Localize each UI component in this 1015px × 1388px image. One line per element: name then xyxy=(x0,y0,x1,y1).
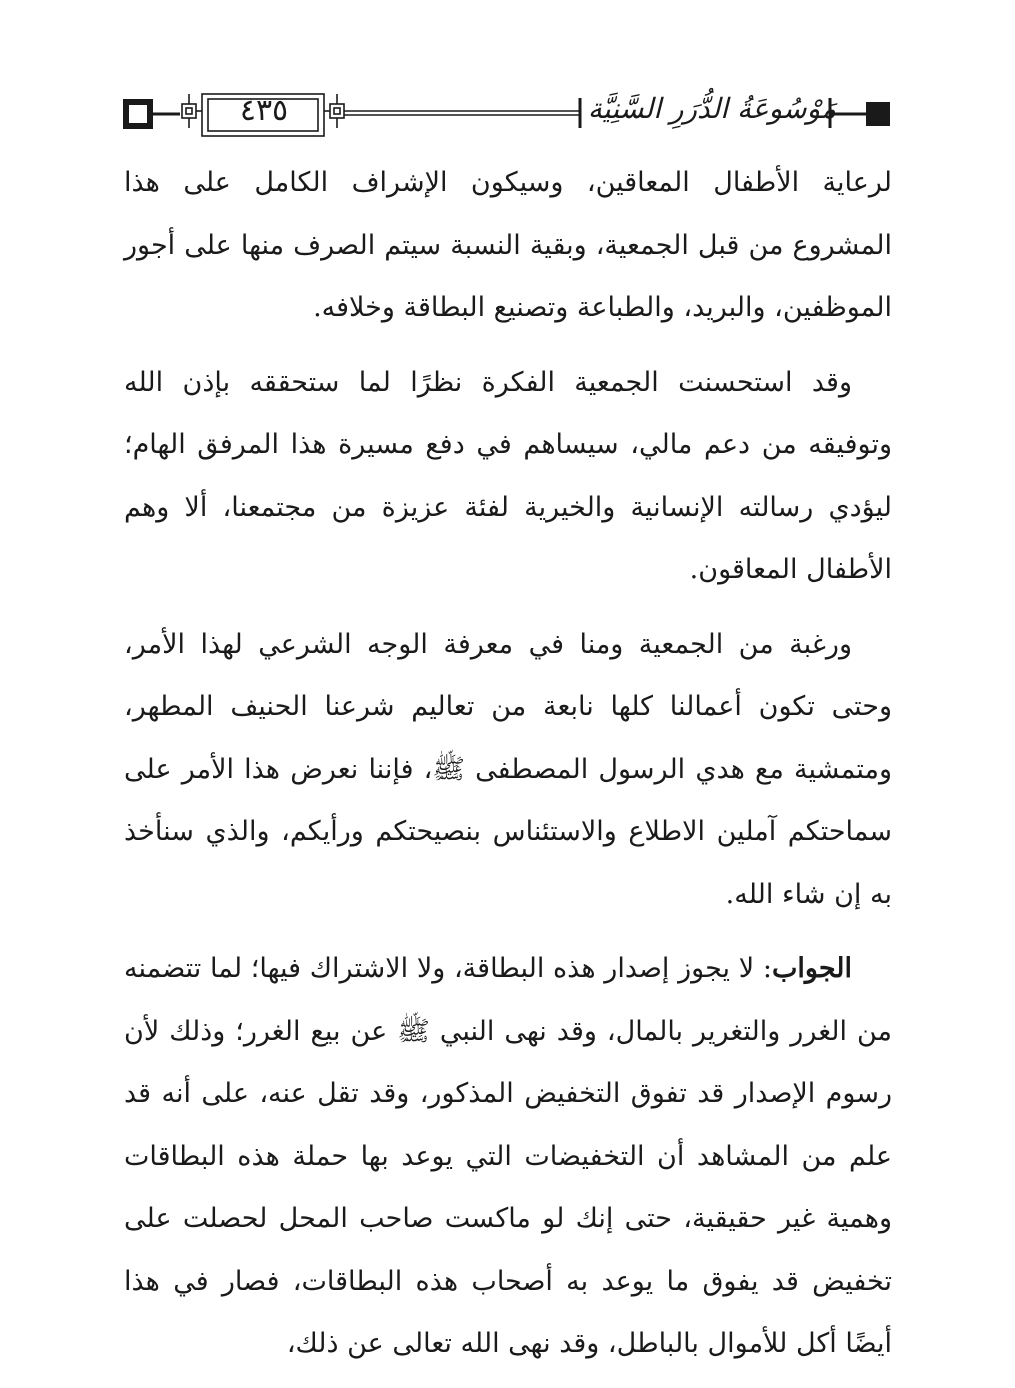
page-number: ٤٣٥ xyxy=(239,92,289,128)
answer-paragraph xyxy=(124,938,892,1376)
book-title: مَوْسُوعَةُ الدُّرَرِ السَّنِيَّة xyxy=(587,91,837,125)
left-square-ornament xyxy=(126,102,150,126)
paragraph: وقد استحسنت الجمعية الفكرة نظرًا لما ستحققه بإذن الله وتوفيقه من دعم مالي، سيساهم في دفع مسيرة هذا المرفق الهام؛ ليؤدي رسالته الإنسانية والخيرية لفئة عزيزة من مجتمعنا، ألا وهم الأطفال المعاقون. xyxy=(124,366,892,585)
page-body xyxy=(124,152,892,1388)
paragraph: ورغبة من الجمعية ومنا في معرفة الوجه الشرعي لهذا الأمر، وحتى تكون أعمالنا كلها نابعة من تعاليم شرعنا الحنيف المطهر، ومتمشية مع هدي الرسول المصطفى ﷺ، فإننا نعرض هذا الأمر على سماحتكم آملين الاطلاع والاستئناس بنصيحتكم ورأيكم، والذي سنأخذ به إن شاء الله. xyxy=(124,628,892,910)
answer-label: الجواب xyxy=(771,953,852,984)
page-header xyxy=(120,84,895,144)
right-square-ornament xyxy=(866,102,890,126)
answer-text: : لا يجوز إصدار هذه البطاقة، ولا الاشتراك فيها؛ لما تتضمنه من الغرر والتغرير بالمال، وقد نهى النبي ﷺ عن بيع الغرر؛ وذلك لأن رسوم الإصدار قد تفوق التخفيض المذكور، وقد تقل عنه، على أنه قد علم من المشاهد أن التخفيضات التي يوعد بها حملة هذه البطاقات وهمية غير حقيقية، حتى إنك لو ماكست صاحب المحل لحصلت على تخفيض قد يفوق ما يوعد به أصحاب هذه البطاقات، فصار في هذا أيضًا أكل للأموال بالباطل، وقد نهى الله تعالى عن ذلك، xyxy=(124,953,892,1359)
paragraph-continuation: لرعاية الأطفال المعاقين، وسيكون الإشراف الكامل على هذا المشروع من قبل الجمعية، وبقية النسبة سيتم الصرف منها على أجور الموظفين، والبريد، والطباعة وتصنيع البطاقة وخلافه. xyxy=(124,167,892,323)
